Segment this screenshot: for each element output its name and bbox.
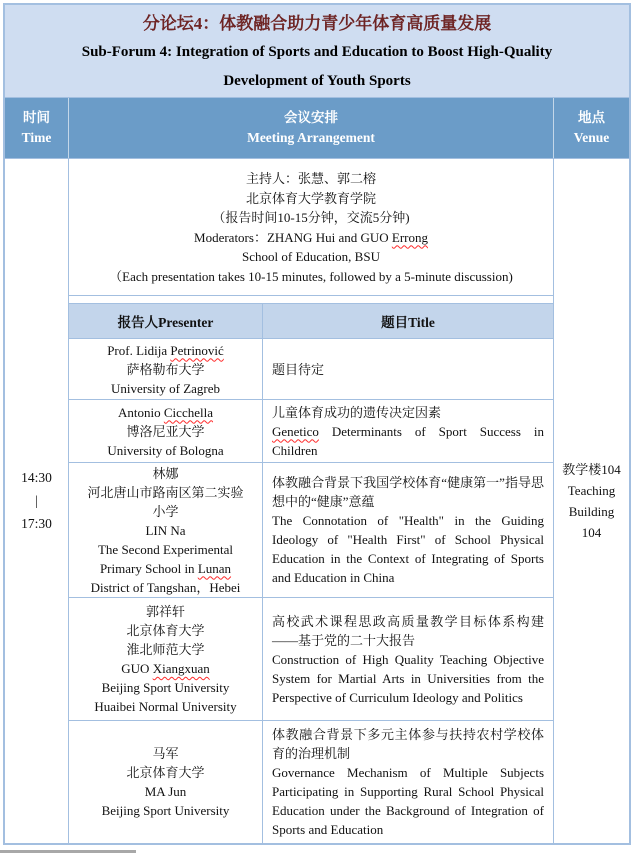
presenter-line — [152, 744, 178, 763]
misspelled-word: Errong — [391, 229, 428, 245]
title-paragraph-zh — [272, 403, 544, 422]
schedule-row — [69, 339, 553, 400]
text-run: Construction of High Quality Teaching Objective System for Martial Arts in Universities from the Perspective of Curriculum Ideology and Politics — [272, 651, 544, 705]
presenter-line — [87, 483, 243, 502]
misspelled-word: Genetico — [272, 423, 319, 439]
text-run: Moderators：ZHANG Hui and GUO — [194, 229, 392, 245]
text-run: 体教融合背景下多元主体参与扶持农村学校体育的治理机制 — [272, 727, 544, 761]
time-end: 17:30 — [21, 516, 52, 531]
text-run: 北京体育大学 — [126, 765, 205, 780]
title-cell — [263, 721, 553, 843]
presenter-line — [152, 464, 178, 483]
table-header-row — [5, 98, 629, 159]
text-run: MA Jun — [144, 784, 187, 799]
text-run: The Connotation of "Health" in the Guiding Ideology of "Health First" of School Physical Education in the Context of Integrating of Sports and Education in China — [272, 513, 544, 585]
venue-line: 教学楼104 — [562, 462, 621, 477]
presenter-line — [107, 441, 223, 460]
presenter-line — [107, 341, 224, 360]
forum-title-band — [5, 5, 629, 98]
moderator-line — [69, 228, 553, 248]
text-run: 淮北师范大学 — [126, 642, 205, 657]
presenter-cell — [69, 463, 263, 597]
text-run: Antonio — [118, 404, 164, 420]
text-run: Huaibei Normal University — [94, 699, 237, 714]
presenter-line — [126, 640, 204, 659]
schedule-subheader — [69, 304, 553, 339]
schedule-row — [69, 463, 553, 598]
presenter-line — [100, 559, 231, 578]
text-run: 郭祥轩 — [145, 604, 185, 619]
text-run: LIN Na — [145, 522, 186, 538]
presenter-line — [94, 697, 236, 716]
title-paragraph — [272, 360, 544, 379]
misspelled-word: Xiangxuan — [152, 661, 210, 676]
presenter-cell — [69, 400, 263, 462]
title-paragraph-en — [272, 763, 544, 839]
time-separator: | — [35, 493, 38, 508]
text-run: 题目待定 — [272, 361, 325, 377]
presenter-line — [145, 782, 187, 801]
presenter-line — [126, 360, 204, 379]
presenter-column-header: 报告人Presenter — [69, 304, 263, 338]
text-run: 北京体育大学教育学院 — [245, 190, 376, 206]
title-paragraph-zh — [272, 473, 544, 511]
header-venue-en: Venue — [573, 130, 610, 145]
text-run: District of Tangshan，Hebei — [90, 579, 241, 595]
text-run: 主持人：张慧、郭二榕 — [245, 171, 376, 186]
presenter-line — [121, 659, 209, 678]
schedule-table — [69, 303, 553, 843]
time-cell — [5, 159, 69, 843]
title-paragraph-en — [272, 650, 544, 707]
presenter-line — [118, 403, 213, 422]
program-table — [3, 3, 631, 845]
text-run: Beijing Sport University — [101, 680, 230, 695]
misspelled-word: Petrinović — [170, 342, 224, 358]
header-time-zh: 时间 — [23, 110, 50, 125]
text-run: 博洛尼亚大学 — [126, 423, 205, 439]
text-run: Prof. Lidija — [107, 342, 171, 358]
text-run: University of Zagreb — [110, 380, 221, 396]
misspelled-word: Lunan — [197, 560, 232, 576]
presenter-line — [145, 521, 185, 540]
presenter-line — [102, 678, 230, 697]
text-run: The Second Experimental — [97, 541, 233, 557]
table-body — [5, 159, 629, 843]
forum-title-en-line1: Sub-Forum 4: Integration of Sports and Education to Boost High-Quality — [81, 44, 553, 60]
presenter-line — [91, 578, 241, 597]
moderator-line — [69, 208, 553, 228]
text-run: （报告时间10-15分钟，交流5分钟) — [212, 210, 410, 225]
presenter-line — [98, 540, 233, 559]
title-paragraph-zh — [272, 612, 544, 650]
forum-title-zh: 分论坛4：体教融合助力青少年体育高质量发展 — [142, 14, 492, 33]
text-run: GUO — [121, 661, 153, 676]
venue-line: Building — [568, 504, 615, 519]
header-meeting-arrangement — [69, 98, 553, 158]
text-run: （Each presentation takes 10-15 minutes, followed by a 5-minute discussion) — [109, 268, 513, 284]
title-column-header: 题目Title — [381, 315, 435, 331]
text-run: 河北唐山市路南区第二实验 — [87, 484, 244, 500]
presenter-line — [146, 602, 185, 621]
presenter-line — [126, 763, 204, 782]
presenter-line — [152, 502, 178, 521]
schedule-row — [69, 400, 553, 463]
forum-title-en-line2: Development of Youth Sports — [223, 73, 411, 89]
presenter-cell — [69, 721, 263, 843]
schedule-row — [69, 721, 553, 843]
venue-line: 104 — [581, 525, 602, 540]
title-cell — [263, 463, 553, 597]
venue-line: Teaching — [567, 483, 616, 498]
text-run: 北京体育大学 — [126, 623, 205, 638]
presenter-line — [126, 621, 204, 640]
presenter-cell — [69, 339, 263, 399]
title-paragraph-en — [272, 511, 544, 587]
text-run: 萨格勒布大学 — [126, 361, 205, 377]
moderator-line — [69, 189, 553, 209]
moderator-block — [69, 159, 553, 296]
time-start: 14:30 — [21, 470, 52, 485]
title-cell — [263, 400, 553, 462]
venue-cell — [553, 159, 629, 843]
title-cell — [263, 339, 553, 399]
text-run: 小学 — [152, 503, 179, 519]
presenter-line — [126, 422, 204, 441]
text-run: Governance Mechanism of Multiple Subjects Participating in Supporting Rural School Physical Education under the Background of Integration of Sports and Education — [272, 765, 544, 837]
text-run: 马军 — [152, 746, 179, 761]
text-run: Determinants of Sport Success in Children — [272, 423, 544, 458]
header-venue — [553, 98, 629, 158]
text-run: 儿童体育成功的遗传决定因素 — [272, 404, 442, 420]
meeting-arrangement-cell — [69, 159, 553, 843]
text-run: 高校武术课程思政高质量教学目标体系构建——基于党的二十大报告 — [272, 613, 544, 648]
title-paragraph-en — [272, 422, 544, 460]
text-run: University of Bologna — [107, 442, 224, 458]
blank-row — [69, 296, 553, 303]
presenter-line — [102, 801, 230, 820]
moderator-line — [69, 247, 553, 267]
moderator-line — [69, 267, 553, 287]
title-paragraph-zh — [272, 725, 544, 763]
header-meeting-en: Meeting Arrangement — [247, 130, 375, 145]
presenter-line — [111, 379, 220, 398]
header-meeting-zh: 会议安排 — [284, 110, 338, 125]
text-run: Primary School in — [99, 560, 198, 576]
presenter-cell — [69, 598, 263, 720]
text-run: 林娜 — [152, 465, 179, 481]
schedule-row — [69, 598, 553, 721]
header-time-en: Time — [21, 130, 52, 145]
text-run: Beijing Sport University — [101, 803, 230, 818]
header-time — [5, 98, 69, 158]
title-cell — [263, 598, 553, 720]
misspelled-word: Cicchella — [163, 404, 213, 420]
header-venue-zh: 地点 — [578, 110, 605, 125]
moderator-line — [69, 169, 553, 189]
text-run: School of Education, BSU — [242, 249, 380, 264]
text-run: 体教融合背景下我国学校体育“健康第一”指导思想中的“健康”意蕴 — [272, 475, 544, 509]
